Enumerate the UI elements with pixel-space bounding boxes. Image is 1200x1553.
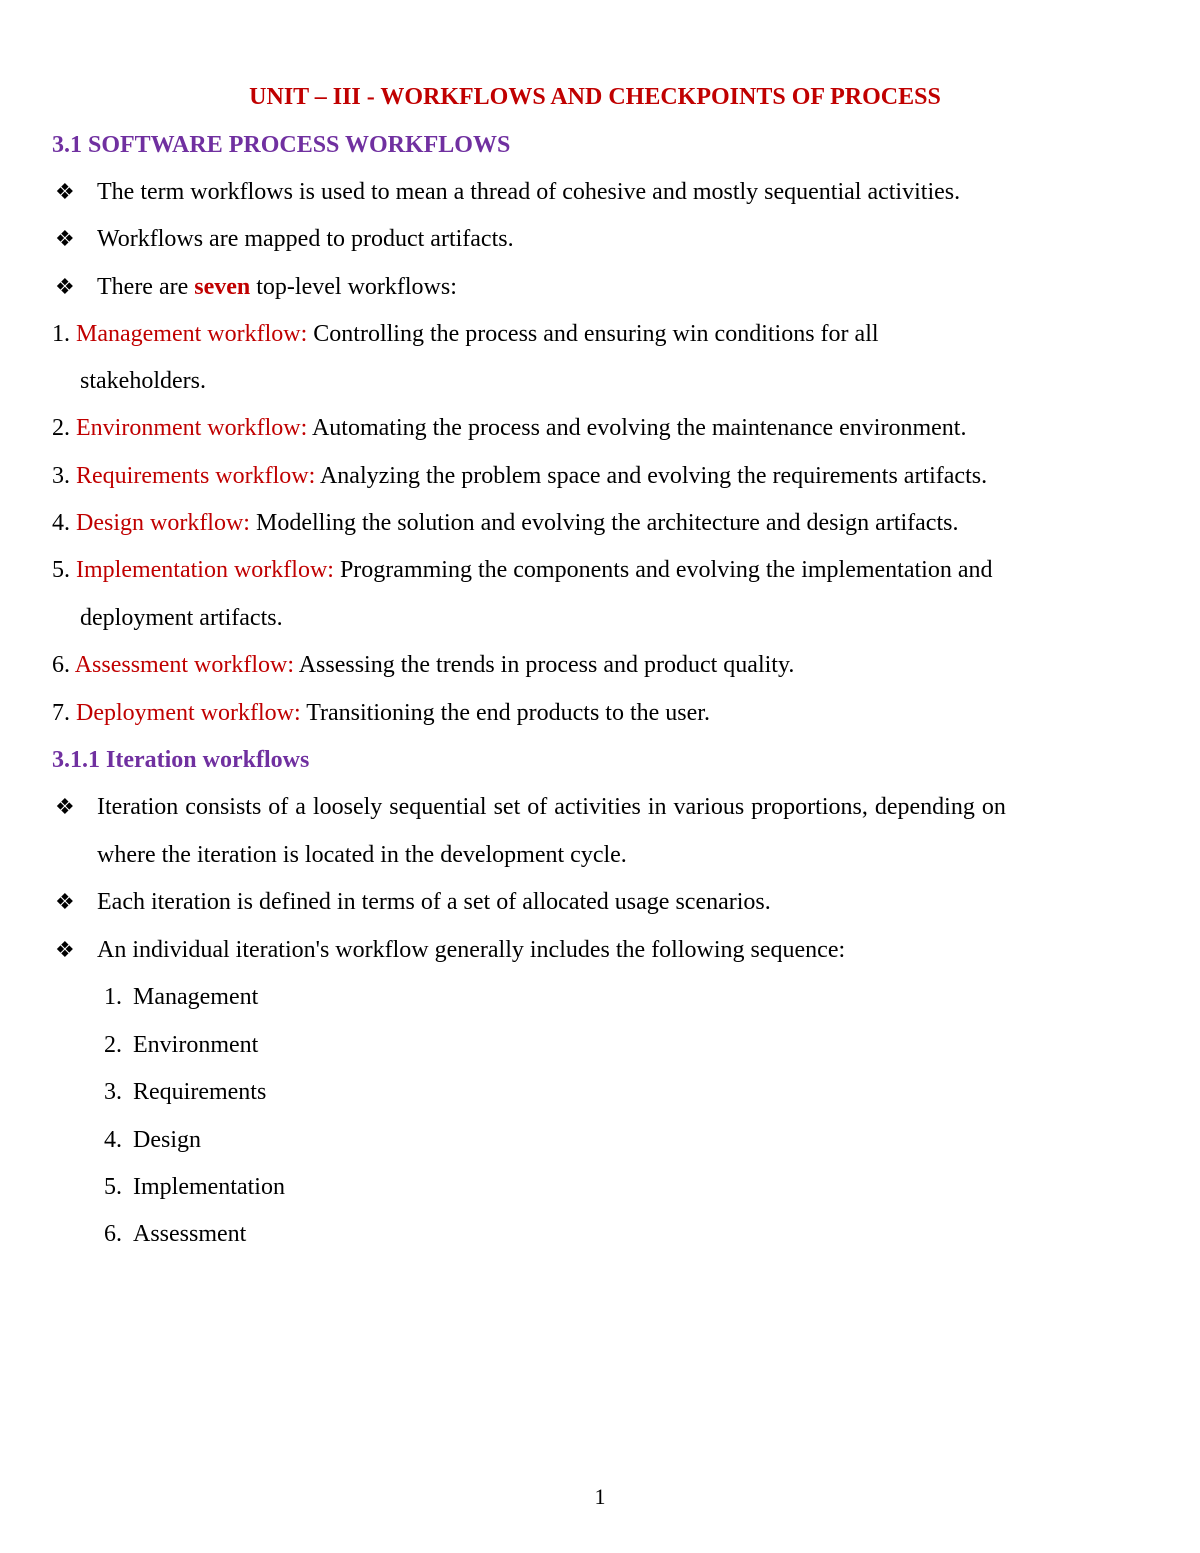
bullet-text: The term workflows is used to mean a thread of cohesive and mostly sequential activities.	[97, 179, 961, 205]
workflow-name: Deployment workflow:	[76, 700, 301, 726]
sequence-item: Management	[133, 984, 259, 1010]
workflow-item	[52, 319, 879, 349]
bullet-text-before: There are	[97, 274, 195, 300]
workflow-name: Environment workflow:	[76, 415, 308, 441]
workflow-number: 5.	[52, 557, 70, 583]
sequence-item: Implementation	[133, 1174, 285, 1200]
workflow-number: 4.	[52, 510, 70, 536]
workflow-number: 2.	[52, 415, 70, 441]
sequence-number: 1.	[104, 984, 122, 1010]
sequence-number: 2.	[104, 1032, 122, 1058]
workflow-name: Requirements workflow:	[76, 463, 316, 489]
page-number: 1	[594, 1484, 606, 1509]
workflow-item	[52, 650, 794, 680]
workflow-item	[52, 698, 710, 728]
bullet-text: Iteration consists of a loosely sequential set of activities in various proportions, depending on	[97, 794, 1006, 820]
sequence-number: 4.	[104, 1127, 122, 1153]
workflow-description: Assessing the trends in process and product quality.	[294, 652, 795, 678]
workflow-number: 6.	[52, 652, 70, 678]
bullet-text: Each iteration is defined in terms of a set of allocated usage scenarios.	[97, 889, 771, 915]
workflow-name: Design workflow:	[76, 510, 250, 536]
workflow-item	[52, 413, 966, 443]
workflow-item	[52, 461, 987, 491]
seven-highlight: seven	[194, 274, 251, 300]
bullet-diamond-icon: ❖	[55, 274, 75, 299]
bullet-text-continued: where the iteration is located in the development cycle.	[97, 842, 627, 868]
bullet-diamond-icon: ❖	[55, 179, 75, 204]
sequence-number: 3.	[104, 1079, 122, 1105]
section-heading: 3.1 SOFTWARE PROCESS WORKFLOWS	[52, 132, 511, 158]
workflow-description: Programming the components and evolving the implementation and	[333, 557, 993, 583]
workflow-description: Controlling the process and ensuring win conditions for all	[307, 321, 879, 347]
bullet-diamond-icon: ❖	[55, 889, 75, 914]
subsection-heading: 3.1.1 Iteration workflows	[52, 747, 310, 773]
sequence-number: 6.	[104, 1221, 122, 1247]
sequence-item: Assessment	[133, 1221, 247, 1247]
sequence-item: Environment	[133, 1032, 259, 1058]
bullet-text-after: top-level workflows:	[250, 274, 457, 300]
seven-workflows-bullet	[97, 272, 457, 302]
workflow-name: Assessment workflow:	[74, 652, 295, 678]
workflow-name: Management workflow:	[76, 321, 308, 347]
workflow-description: Automating the process and evolving the maintenance environment.	[307, 415, 967, 441]
sequence-item: Requirements	[133, 1079, 267, 1105]
bullet-diamond-icon: ❖	[55, 226, 75, 251]
workflow-description-continued: deployment artifacts.	[80, 605, 283, 631]
workflow-number: 7.	[52, 700, 70, 726]
bullet-diamond-icon: ❖	[55, 937, 75, 962]
workflow-description: Modelling the solution and evolving the architecture and design artifacts.	[249, 510, 959, 536]
bullet-text: An individual iteration's workflow generally includes the following sequence:	[97, 937, 846, 963]
workflow-number: 3.	[52, 463, 70, 489]
workflow-name: Implementation workflow:	[76, 557, 334, 583]
unit-title: UNIT – III - WORKFLOWS AND CHECKPOINTS OF PROCESS	[249, 84, 941, 110]
workflow-item	[52, 555, 993, 585]
bullet-text: Workflows are mapped to product artifacts.	[97, 226, 514, 252]
bullet-diamond-icon: ❖	[55, 794, 75, 819]
sequence-item: Design	[133, 1127, 201, 1153]
workflow-description: Transitioning the end products to the user.	[300, 700, 710, 726]
workflow-number: 1.	[52, 321, 70, 347]
workflow-description-continued: stakeholders.	[80, 368, 206, 394]
workflow-item	[52, 508, 958, 538]
workflow-description: Analyzing the problem space and evolving the requirements artifacts.	[315, 463, 988, 489]
sequence-number: 5.	[104, 1174, 122, 1200]
